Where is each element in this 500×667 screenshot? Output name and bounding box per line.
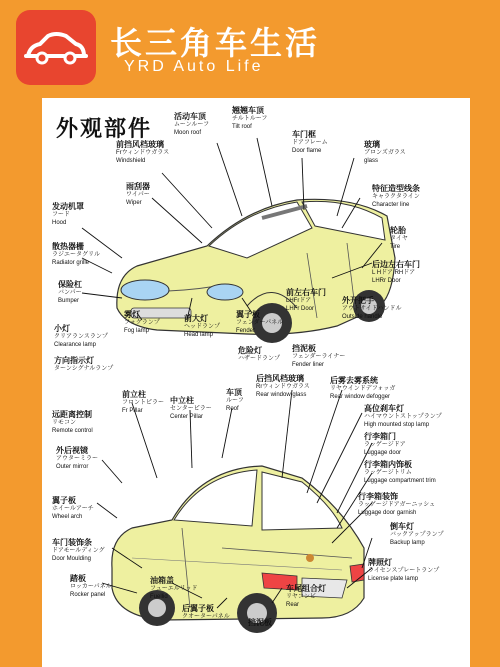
label-bumper: 保险杠 バンパー Bumper xyxy=(58,280,82,304)
label-fog-lamp: 雾灯 フォグランプ Fog lamp xyxy=(124,310,160,334)
label-hazard-lamp: 危险灯 ハザードランプ xyxy=(238,346,281,362)
label-fender-liner: 挡泥板 フェンダーライナー Fender liner xyxy=(292,344,346,368)
label-wiper: 雨刮器 ワイパー Wiper xyxy=(126,182,150,206)
label-rear-window-glass: 后挡风档玻璃 Rrウィンドウガラス Rear window glass xyxy=(256,374,310,398)
label-luggage-trim: 行李箱内饰板 ラッゲージトリム Luggage compartment trim xyxy=(364,460,436,484)
car-logo-icon xyxy=(24,28,88,68)
label-fender: 翼子板 フェンダーパネル Fender xyxy=(236,310,284,334)
label-luggage-door: 行李箱门 ラッゲージドア Luggage door xyxy=(364,432,406,456)
label-hood: 发动机罩 フード Hood xyxy=(52,202,84,226)
label-front-pillar: 前立柱 フロントピラー Fr Pillar xyxy=(122,390,165,414)
label-door-moulding: 车门装饰条 ドアモールディング Door Moulding xyxy=(52,538,105,562)
brand-tagline: YRD Auto Life xyxy=(124,58,264,75)
label-rear-combination-lamp: 车尾组合灯 リヤコンビ Rear xyxy=(286,584,326,608)
label-turn-signal: 方向指示灯 ターンシグナルランプ xyxy=(54,356,114,372)
label-outer-mirror: 外后视镜 アウターミラー Outer mirror xyxy=(56,446,98,470)
label-head-lamp: 前大灯 ヘッドランプ Head lamp xyxy=(184,314,221,338)
label-moon-roof: 活动车顶 ムーンルーフ Moon roof xyxy=(174,112,210,136)
label-roof: 车顶 ルーフ Roof xyxy=(226,388,244,412)
label-rear-door: 后边左右车门 L Hドア RHドア LHRr Door xyxy=(372,260,420,284)
label-mud-guard: 挡泥板 xyxy=(248,618,272,627)
label-character-line: 特征造型线条 キャラクタライン Character line xyxy=(372,184,420,208)
label-front-door: 前左右车门 LHFrドア LHFr Door xyxy=(286,288,326,312)
label-center-pillar: 中立柱 センターピラー Center Pillar xyxy=(170,396,212,420)
label-license-plate-lamp: 牌照灯 ライセンスプレートランプ License plate lamp xyxy=(368,558,440,582)
label-wheel-arch: 翼子板 ホイールアーチ Wheel arch xyxy=(52,496,94,520)
label-radiator-grille: 散热器栅 ラジエータグリル Radiator grille xyxy=(52,242,101,266)
label-remote-control: 远距离控制 リモコン Remote control xyxy=(52,410,93,434)
label-rear-defogger: 后雾去雾系统 リヤウインドデフォッガ Rear window defogger xyxy=(330,376,396,400)
label-tilt-roof: 翘翘车顶 チルトルーフ Tilt roof xyxy=(232,106,268,130)
label-tire: 轮胎 タイヤ Tire xyxy=(390,226,408,250)
label-luggage-garnish: 行李箱装饰 ラッゲージドアガーニッシュ Luggage door garnish xyxy=(358,492,436,516)
label-high-stop-lamp: 高位刹车灯 ハイマウントストップランプ High mounted stop lamp xyxy=(364,404,442,428)
label-outside-handle: 外开把手 アウトサイドハンドル Outside handle xyxy=(342,296,402,320)
label-rocker-panel: 踏板 ロッカーパネル Rocker panel xyxy=(70,574,112,598)
brand-name: 长三角车生活 xyxy=(110,25,321,61)
label-door-frame: 车门框 ドアフレーム Door flame xyxy=(292,130,328,154)
label-windshield: 前挡风档玻璃 Frウィンドウガラス Windshield xyxy=(116,140,170,164)
brand-logo xyxy=(16,10,96,85)
label-quarter-panel: 后翼子板 クオーターパネル xyxy=(182,604,230,620)
header xyxy=(0,0,500,92)
diagram-title: 外观部件 xyxy=(56,116,153,142)
diagram-panel xyxy=(42,98,470,667)
label-backup-lamp: 倒车灯 バックアップランプ Backup lamp xyxy=(390,522,444,546)
label-fuel-lid: 油箱盖 フューエルリッド Fuellid xyxy=(150,576,198,600)
label-clearance-lamp: 小灯 クリアランスランプ Clearance lamp xyxy=(54,324,108,348)
label-glass: 玻璃 ブロンズガラス glass xyxy=(364,140,406,164)
